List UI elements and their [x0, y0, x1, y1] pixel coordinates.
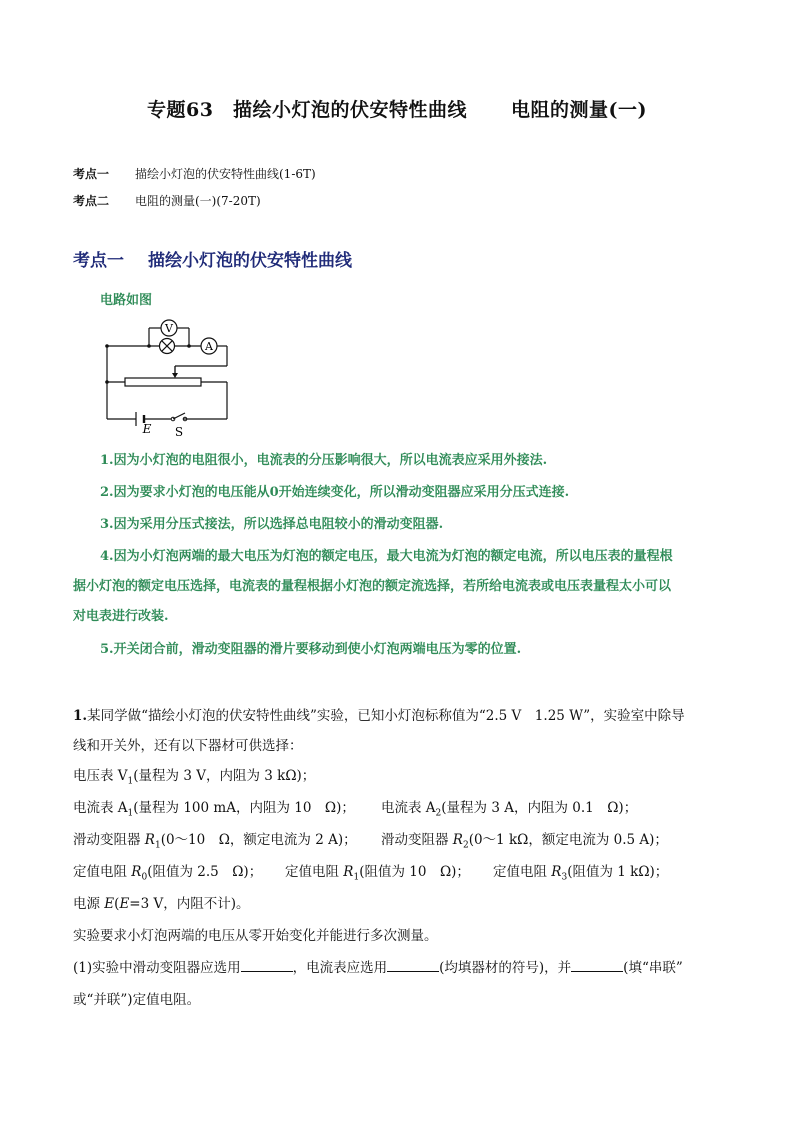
- answer-blank-ammeter[interactable]: [387, 959, 439, 972]
- q-text: (均填器材的符号)，并: [439, 960, 572, 976]
- requirement-line: 实验要求小灯泡两端的电压从零开始变化并能进行多次测量。: [73, 928, 438, 944]
- q-text: ，电流表应选用: [292, 960, 388, 976]
- item-voltmeter: [73, 764, 316, 787]
- note-5: 5.开关闭合前，滑动变阻器的滑片要移动到使小灯泡两端电压为零的位置.: [100, 642, 522, 657]
- item-text: (: [114, 896, 120, 912]
- symbol: R: [131, 864, 142, 880]
- note-4-line1: 4.因为小灯泡两端的最大电压为灯泡的额定电压，最大电流为灯泡的额定电流，所以电压表的量程根: [100, 549, 673, 564]
- item-fixed-3: [493, 860, 669, 883]
- note-3: 3.因为采用分压式接法，所以选择总电阻较小的滑动变阻器.: [100, 517, 444, 532]
- item-rheostat-2: [381, 828, 668, 851]
- junction-dot: [105, 380, 109, 384]
- note-4-line3: 对电表进行改装.: [73, 609, 169, 624]
- item-text: 电源: [73, 896, 105, 912]
- question-line-2: 线和开关外，还有以下器材可供选择：: [73, 738, 303, 754]
- subquestion-1-cont: 或“并联”)定值电阻。: [73, 992, 201, 1008]
- symbol: R: [452, 832, 463, 848]
- item-text: (量程为 3 V，内阻为 3 kΩ)；: [133, 768, 316, 784]
- symbol: R: [343, 864, 354, 880]
- page-title: [0, 95, 794, 122]
- symbol: R: [144, 832, 155, 848]
- q-text: (填“串联”: [623, 960, 683, 976]
- item-ammeter-2: [381, 796, 638, 819]
- item-text: (阻值为 10 Ω)；: [359, 864, 470, 880]
- item-text: 定值电阻: [73, 864, 132, 880]
- toc-item-1: [73, 165, 316, 182]
- item-text: (阻值为 2.5 Ω)；: [147, 864, 263, 880]
- switch-label: S: [174, 425, 184, 439]
- title-main: 专题63 描绘小灯泡的伏安特性曲线: [147, 99, 467, 121]
- item-text: 滑动变阻器: [73, 832, 145, 848]
- item-fixed-0: [73, 860, 263, 883]
- question-line-1: [73, 704, 685, 724]
- toc-text: 描绘小灯泡的伏安特性曲线(1-6T): [135, 167, 316, 181]
- subscript: 1: [154, 840, 161, 851]
- toc-text: 电阻的测量(一)(7-20T): [135, 194, 261, 208]
- toc-key: 考点一: [73, 167, 110, 181]
- title-sub: 电阻的测量(一): [510, 99, 647, 121]
- section-title: 描绘小灯泡的伏安特性曲线: [148, 251, 352, 271]
- symbol: R: [551, 864, 562, 880]
- subscript: 1: [127, 776, 134, 787]
- junction-dot: [147, 344, 151, 348]
- note-4-line2: 据小灯泡的额定电压选择，电流表的量程根据小灯泡的额定流选择，若所给电流表或电压表量程太小可以: [73, 579, 672, 594]
- slider-arrow-icon: [172, 373, 178, 378]
- item-text: 滑动变阻器: [381, 832, 453, 848]
- item-text: 定值电阻: [493, 864, 552, 880]
- item-text: =3 V，内阻不计)。: [129, 896, 250, 912]
- symbol: E: [119, 896, 130, 912]
- subscript: 0: [141, 872, 148, 883]
- q-text: (1)实验中滑动变阻器应选用: [73, 960, 241, 976]
- source-label: E: [142, 422, 152, 436]
- junction-dot: [105, 344, 109, 348]
- subscript: 3: [561, 872, 568, 883]
- item-fixed-1: [285, 860, 470, 883]
- subquestion-1: [73, 956, 683, 976]
- item-text: (量程为 3 A，内阻为 0.1 Ω)；: [441, 800, 638, 816]
- ammeter-label: A: [205, 340, 213, 353]
- toc-item-2: [73, 192, 261, 209]
- rheostat: [125, 378, 201, 386]
- subscript: 1: [353, 872, 360, 883]
- circuit-caption: 电路如图: [100, 293, 153, 308]
- subscript: 2: [462, 840, 469, 851]
- question-text: 某同学做“描绘小灯泡的伏安特性曲线”实验，已知小灯泡标称值为“2.5 V 1.25 W”，实验室中除导: [87, 708, 685, 724]
- note-2: 2.因为要求小灯泡的电压能从0开始连续变化，所以滑动变阻器应采用分压式连接.: [100, 485, 570, 500]
- answer-blank-rheostat[interactable]: [241, 959, 293, 972]
- item-rheostat-1: [73, 828, 357, 851]
- symbol: E: [104, 896, 115, 912]
- item-source: [73, 892, 250, 912]
- section-key: 考点一: [73, 251, 124, 271]
- question-number: 1.: [73, 708, 88, 724]
- item-text: 电流表 A: [73, 800, 128, 816]
- voltmeter-label: V: [165, 322, 173, 335]
- circuit-diagram: [95, 316, 240, 440]
- subscript: 2: [435, 808, 442, 819]
- section-heading: [73, 246, 352, 271]
- toc-key: 考点二: [73, 194, 110, 208]
- item-text: 电流表 A: [381, 800, 436, 816]
- junction-dot: [187, 344, 191, 348]
- item-ammeter-1: [73, 796, 355, 819]
- item-text: 电压表 V: [73, 768, 128, 784]
- subscript: 1: [127, 808, 134, 819]
- item-text: 定值电阻: [285, 864, 344, 880]
- note-1: 1.因为小灯泡的电阻很小，电流表的分压影响很大，所以电流表应采用外接法.: [100, 453, 548, 468]
- item-text: (0～1 kΩ，额定电流为 0.5 A)；: [468, 832, 668, 848]
- item-text: (量程为 100 mA，内阻为 10 Ω)；: [133, 800, 355, 816]
- item-text: (0～10 Ω，额定电流为 2 A)；: [160, 832, 357, 848]
- answer-blank-connection[interactable]: [571, 959, 623, 972]
- item-text: (阻值为 1 kΩ)；: [567, 864, 669, 880]
